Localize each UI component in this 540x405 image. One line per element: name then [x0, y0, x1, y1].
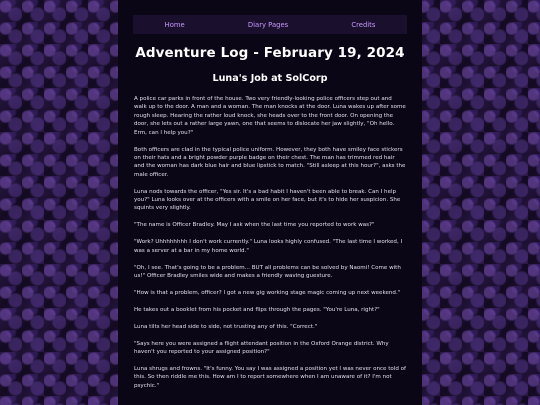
- story-paragraph: Luna nods towards the officer, "Yes sir. It's a bad habit I haven't been able to break. Can I help you?" Luna looks over at the officers with a smile on her face, but it's to hide her suspicion. She squints very slightly.: [134, 188, 401, 212]
- story-title: Luna's Job at SolCorp: [212, 73, 328, 84]
- nav-link-diary-pages[interactable]: Diary Pages: [247, 20, 289, 29]
- nav-link-credits[interactable]: Credits: [351, 20, 376, 29]
- nav-link-home[interactable]: Home: [164, 20, 185, 29]
- nav-bar: [133, 15, 407, 34]
- story-paragraph: Both officers are clad in the typical police uniform. However, they both have smiley face stickers on their hats and a bright powder purple badge on their chest. The man has trimmed red hair and the woman has dark blue hair and blue lipstick to match. "Still asleep at this hour?", asks the male officer.: [134, 146, 406, 178]
- story-paragraph: "Oh, I see. That's going to be a problem... BUT all problems can be solved by Naomi! Come with us!" Officer Bradley smiles wide and makes a friendly waving guesture.: [134, 264, 401, 279]
- story-paragraph: Luna shrugs and frowns. "It's funny. You say I was assigned a position yet I was never once told of this. So then riddle me this. How am I to report somewhere when I am unaware of it? I'm not psychic.": [134, 365, 406, 389]
- story-paragraph: "How is that a problem, officer? I got a new gig working stage magic coming up next weekend.": [134, 289, 401, 296]
- story-paragraph: "Says here you were assigned a flight attendant position in the Oxford Orange district. Why haven't you reported to your assigned position?": [134, 340, 389, 356]
- story-paragraph: "Work? Uhhhhhhhh I don't work currently." Luna looks highly confused. "The last time I worked, I was a server at a bar in my home world.": [134, 239, 403, 254]
- story-body: [134, 95, 406, 390]
- story-paragraph: "The name is Officer Bradley. May I ask when the last time you reported to work was?": [134, 222, 375, 229]
- page-title: Adventure Log - February 19, 2024: [135, 45, 405, 61]
- story-paragraph: He takes out a booklet from his pocket and flips through the pages. "You're Luna, right?": [134, 306, 380, 313]
- story-paragraph: Luna tilts her head side to side, not trusting any of this. "Correct.": [134, 323, 318, 330]
- page-container: [118, 0, 422, 405]
- story-paragraph: A police car parks in front of the house. Two very friendly-looking police officers step out and walk up to the door. A man and a woman. The man knocks at the door. Luna wakes up after some rough sleep. Hearing the rather loud knock, she heads over to the front door. On opening the door, she lets out a rather large yawn, one that seems to dislocate her jaw slightly, "Oh hello. Erm, can I help you?": [134, 96, 406, 136]
